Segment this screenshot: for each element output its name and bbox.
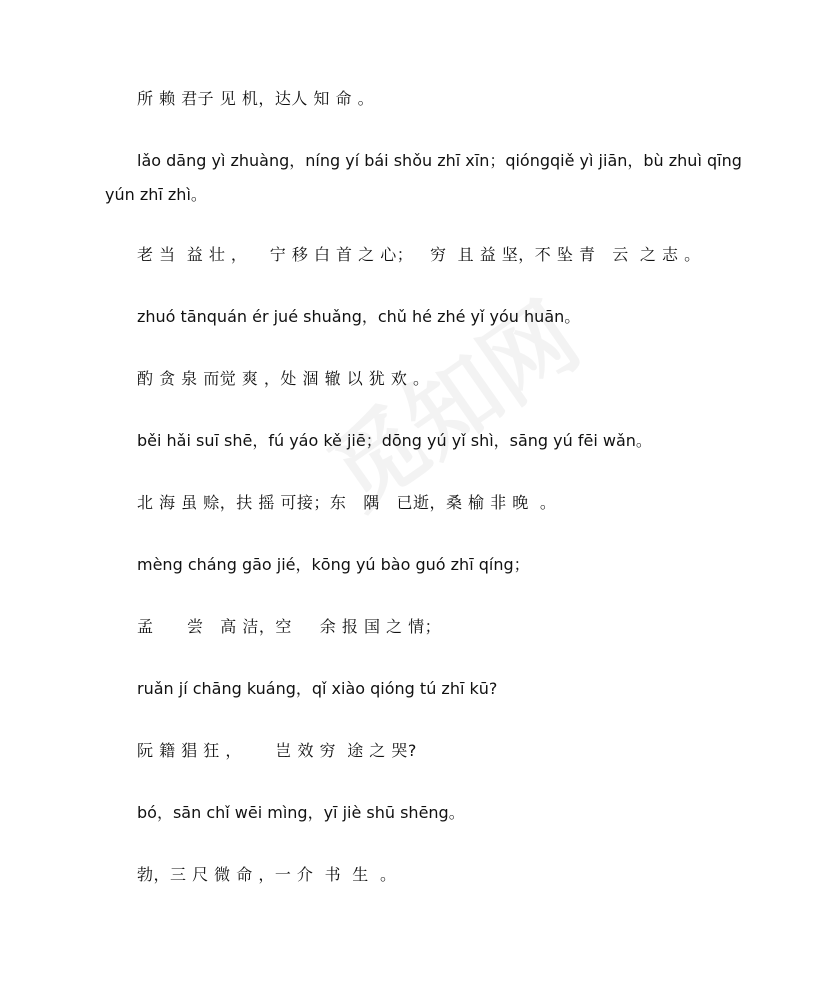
hanzi-line-1: 所 赖 君子 见 机，达人 知 命 。: [137, 89, 375, 108]
pinyin-line-8: mèng cháng gāo jié，kōng yú bào guó zhī qíng；: [137, 555, 530, 574]
pinyin-line-12: bó，sān chǐ wēi mìng，yī jiè shū shēng。: [137, 803, 465, 822]
pinyin-line-4: zhuó tānquán ér jué shuǎng，chǔ hé zhé yǐ yóu huān。: [137, 307, 581, 326]
hanzi-line-3: 老 当 益 壮 ， 宁 移 白 首 之 心； 穷 且 益 坚，不 坠 青 云 之 志 。: [137, 245, 701, 264]
pinyin-line-10: ruǎn jí chāng kuáng，qǐ xiào qióng tú zhī kū?: [137, 679, 498, 698]
pinyin-line-2: lǎo dāng yì zhuàng，níng yí bái shǒu zhī xīn；qióngqiě yì jiān，bù zhuì qīng yún zhī zhì。: [105, 151, 742, 204]
hanzi-line-11: 阮 籍 猖 狂 ， 岂 效 穷 途 之 哭?: [137, 741, 417, 760]
hanzi-line-9: 孟 尝 高 洁，空 余 报 国 之 情；: [137, 617, 442, 636]
pinyin-line-6: běi hǎi suī shē，fú yáo kě jiē；dōng yú yǐ shì，sāng yú fēi wǎn。: [137, 431, 652, 450]
hanzi-line-5: 酌 贪 泉 而觉 爽 ，处 涸 辙 以 犹 欢 。: [137, 369, 430, 388]
hanzi-line-13: 勃，三 尺 微 命 ，一 介 书 生 。: [137, 865, 397, 884]
hanzi-line-7: 北 海 虽 赊，扶 摇 可接；东 隅 已逝，桑 榆 非 晚 。: [137, 493, 557, 512]
